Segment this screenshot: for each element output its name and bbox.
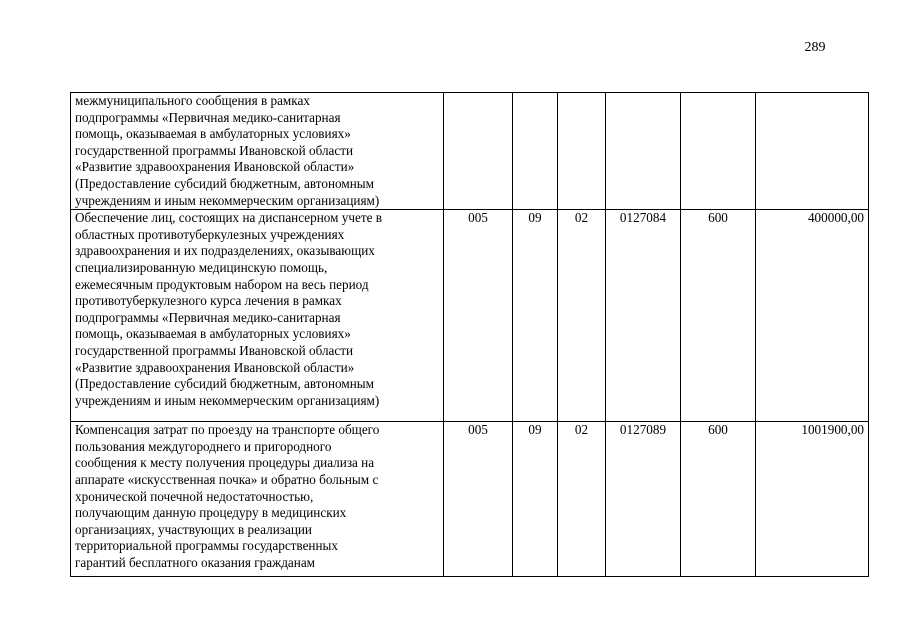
row-description: межмуниципального сообщения в рамках подпрограммы «Первичная медико-санитарная помощь, оказываемая в амбулаторных условиях» государственной программы Ивановской области «Развитие здравоохранения Ивановской области» (Предоставление субсидий бюджетным, автономным учреждениям и иным некоммерческим организациям): [71, 93, 444, 210]
row-description: Обеспечение лиц, состоящих на диспансерном учете в областных противотуберкулезных учреждениях здравоохранения и их подразделениях, оказывающих специализированную медицинскую помощь, ежемесячным продуктовым набором на весь период противотуберкулезного курса лечения в рамках подпрограммы «Первичная медико-санитарная помощь, оказываемая в амбулаторных условиях» государственной программы Ивановской области «Развитие здравоохранения Ивановской области» (Предоставление субсидий бюджетным, автономным учреждениям и иным некоммерческим организациям): [71, 210, 444, 422]
row-rz-code: 09: [513, 210, 558, 422]
row-gr-code: 005: [444, 422, 513, 577]
row-csr-code: [606, 93, 681, 210]
row-vr-code: [681, 93, 756, 210]
row-rz-code: [513, 93, 558, 210]
table-row: [71, 210, 869, 422]
table-row: [71, 93, 869, 210]
row-vr-code: 600: [681, 422, 756, 577]
page-number: 289: [804, 40, 826, 55]
row-vr-code: 600: [681, 210, 756, 422]
table-row: [71, 422, 869, 577]
row-rz-code: 09: [513, 422, 558, 577]
row-csr-code: 0127089: [606, 422, 681, 577]
budget-table: [70, 92, 869, 577]
row-gr-code: [444, 93, 513, 210]
row-description: Компенсация затрат по проезду на транспорте общего пользования междугороднего и пригородного сообщения к месту получения процедуры диализа на аппарате «искусственная почка» и обратно больным с хронической почечной недостаточностью, получающим данную процедуру в медицинских организациях, участвующих в реализации территориальной программы государственных гарантий бесплатного оказания гражданам: [71, 422, 444, 577]
row-pr-code: 02: [558, 422, 606, 577]
row-gr-code: 005: [444, 210, 513, 422]
row-amount: 1001900,00: [756, 422, 869, 577]
row-pr-code: [558, 93, 606, 210]
row-pr-code: 02: [558, 210, 606, 422]
row-amount: [756, 93, 869, 210]
row-csr-code: 0127084: [606, 210, 681, 422]
row-amount: 400000,00: [756, 210, 869, 422]
